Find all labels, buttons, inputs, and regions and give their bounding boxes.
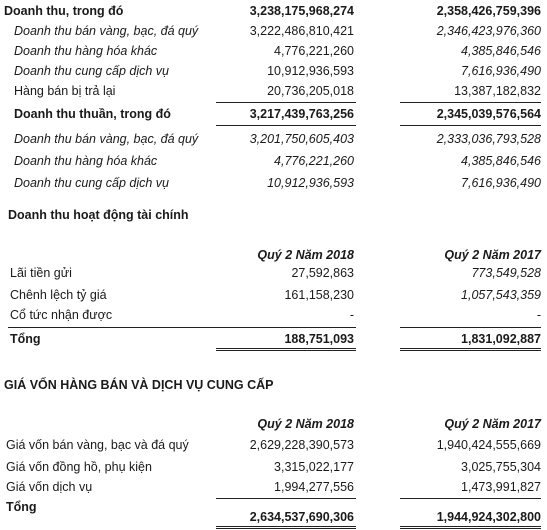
value-2018: 20,736,205,018 [267,84,354,98]
table-row [0,174,547,192]
section-header [0,206,547,224]
section-title: GIÁ VỐN HÀNG BÁN VÀ DỊCH VỤ CUNG CẤP [4,378,274,392]
row-label: Doanh thu thuần, trong đó [14,107,171,121]
value-2017: 13,387,182,832 [454,84,541,98]
row-label: Doanh thu bán vàng, bạc, đá quý [14,24,199,38]
total-underline [216,526,356,527]
row-label: Doanh thu cung cấp dịch vụ [14,64,169,78]
value-2018: 161,158,230 [284,288,354,302]
value-2017: 2,333,036,793,528 [436,132,541,146]
column-header: Quý 2 Năm 2018 [257,417,354,431]
total-rule [400,327,541,328]
row-label: Giá vốn bán vàng, bạc và đá quý [6,438,189,452]
total-2018: 2,634,537,690,306 [249,510,354,524]
row-label: Lãi tiền gửi [10,266,72,280]
table-row [0,264,547,282]
total-label: Tổng [6,500,37,514]
table-row [0,2,547,20]
table-row [0,436,547,454]
total-underline [400,348,541,349]
row-label: Giá vốn dịch vụ [6,480,93,494]
value-2017: 2,358,426,759,396 [436,4,541,18]
table-row [0,22,547,40]
subtotal-rule [216,102,356,103]
subtotal-rule [400,102,541,103]
row-label: Cổ tức nhận được [10,308,113,322]
value-2017: 4,385,846,546 [461,44,541,58]
table-row [0,62,547,80]
row-label: Doanh thu hàng hóa khác [14,154,158,168]
value-2017: 3,025,755,304 [461,460,541,474]
column-header: Quý 2 Năm 2017 [444,248,541,262]
section-title: Doanh thu hoạt động tài chính [8,208,189,222]
value-2018: 1,994,277,556 [274,480,354,494]
total-2018: 188,751,093 [284,332,354,346]
value-2017: 7,616,936,490 [461,64,541,78]
value-2017: 1,473,991,827 [461,480,541,494]
total-values-row [0,508,547,526]
table-row [0,286,547,304]
table-row [0,478,547,496]
total-rule [8,327,356,328]
row-label: Doanh thu, trong đó [4,4,124,18]
value-2017: 4,385,846,546 [461,154,541,168]
column-header-row [0,415,547,433]
value-2018: 3,201,750,605,403 [249,132,354,146]
column-header: Quý 2 Năm 2018 [257,248,354,262]
section-header [0,376,547,394]
value-2018: 10,912,936,593 [267,64,354,78]
row-label: Doanh thu cung cấp dịch vụ [14,176,169,190]
total-underline [400,526,541,527]
table-row [0,458,547,476]
value-2017: 1,940,424,555,669 [436,438,541,452]
row-label: Doanh thu hàng hóa khác [14,44,158,58]
value-2018: 3,238,175,968,274 [249,4,354,18]
value-2018: 3,217,439,763,256 [249,107,354,121]
table-row [0,82,547,100]
value-2018: - [349,308,354,322]
value-2017: 2,345,039,576,564 [436,107,541,121]
total-2017: 1,944,924,302,800 [436,510,541,524]
column-header: Quý 2 Năm 2017 [444,417,541,431]
table-row [0,130,547,148]
value-2018: 3,315,022,177 [274,460,354,474]
value-2018: 27,592,863 [291,266,354,280]
row-label: Chênh lệch tỷ giá [10,288,107,302]
total-label: Tổng [10,332,41,346]
value-2017: 2,346,423,976,360 [436,24,541,38]
table-row [0,152,547,170]
total-underline [400,528,541,529]
subtotal-rule [216,125,356,126]
total-row [0,330,547,348]
table-row [0,105,547,123]
value-2017: 773,549,528 [471,266,541,280]
value-2017: 1,057,543,359 [461,288,541,302]
value-2018: 2,629,228,390,573 [249,438,354,452]
row-label: Giá vốn đồng hồ, phụ kiện [6,460,152,474]
total-underline [400,350,541,351]
total-2017: 1,831,092,887 [461,332,541,346]
subtotal-rule [400,125,541,126]
value-2018: 10,912,936,593 [267,176,354,190]
table-row [0,306,547,324]
value-2018: 3,222,486,810,421 [249,24,354,38]
value-2017: 7,616,936,490 [461,176,541,190]
value-2017: - [536,308,541,322]
total-underline [216,528,356,529]
column-header-row [0,246,547,264]
total-underline [216,350,356,351]
row-label: Hàng bán bị trả lại [14,84,116,98]
value-2018: 4,776,221,260 [274,44,354,58]
table-row [0,42,547,60]
total-underline [216,348,356,349]
row-label: Doanh thu bán vàng, bạc, đá quý [14,132,199,146]
value-2018: 4,776,221,260 [274,154,354,168]
